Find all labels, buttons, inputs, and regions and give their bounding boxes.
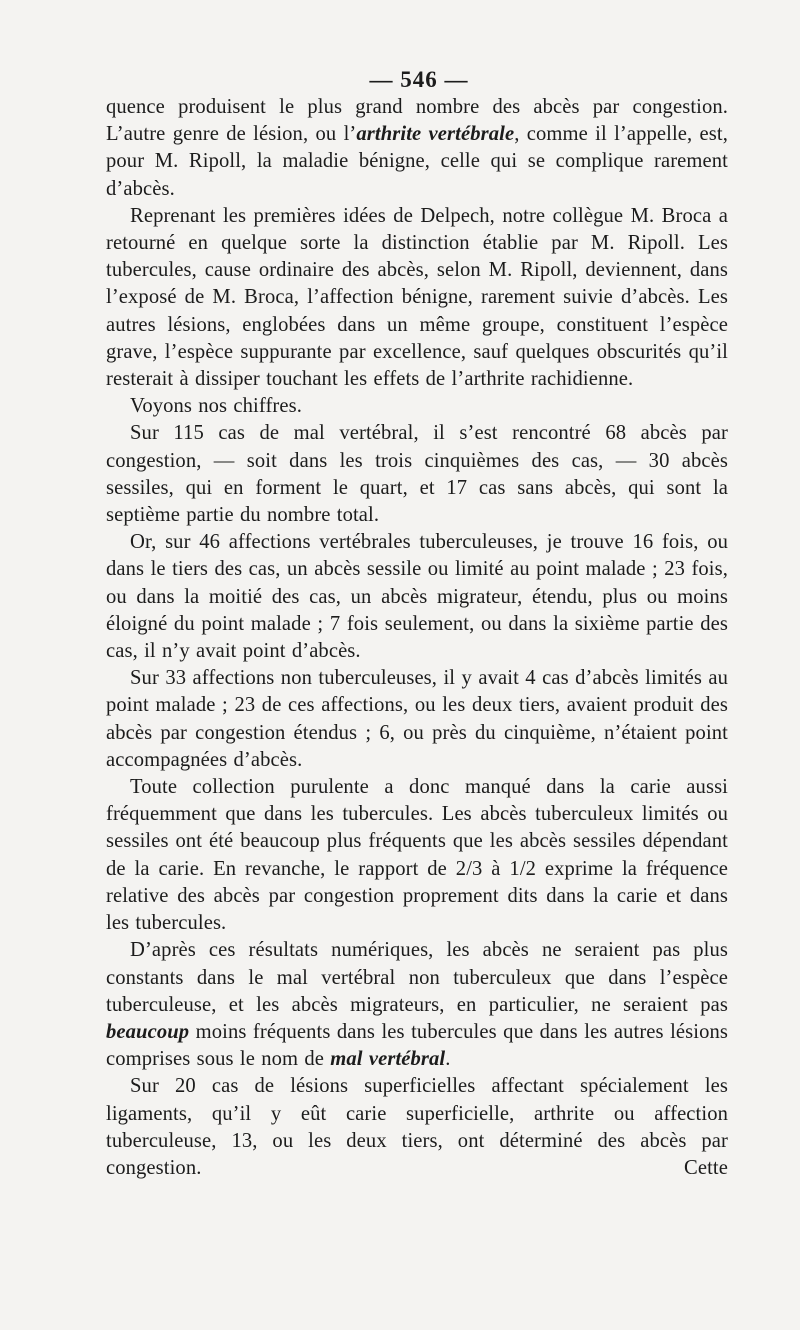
text-run: . <box>445 1048 451 1071</box>
text-run: Reprenant les premières idées de Delpech, notre collègue M. Broca a retourné en quelque sorte la distinction établie par M. Ripoll. Les tubercules, cause ordinaire des abcès, selon M. Ripoll, deviennent, dans l’exposé de M. Broca, l’affection bénigne, rarement suivie d’abcès. Les autres lésions, englobées dans un même groupe, constituent l’espèce grave, l’espèce suppurante par excellence, sauf quelques obscurités qu’il resterait à dissiper touchant les effets de l’arthrite rachidienne. <box>106 204 728 391</box>
text-run: Voyons nos chiffres. <box>130 395 302 418</box>
paragraph-7 <box>106 774 728 937</box>
emphasized-text: beaucoup <box>106 1020 190 1043</box>
paragraph-5 <box>106 529 728 665</box>
paragraph-4 <box>106 420 728 529</box>
text-run: , comme il l’appelle, est, pour M. Ripoll, la maladie bénigne, celle qui se complique rarement d’abcès. <box>106 123 728 200</box>
paragraph-1 <box>106 94 728 203</box>
emphasized-text: mal vertébral <box>330 1048 446 1071</box>
text-run: Sur 115 cas de mal vertébral, il s’est rencontré 68 abcès par congestion, — soit dans les trois cinquièmes des cas, — 30 abcès sessiles, qui en forment le quart, et 17 cas sans abcès, qui sont la septième partie du nombre total. <box>106 422 728 527</box>
text-run: Toute collection purulente a donc manqué dans la carie aussi fréquemment que dans les tubercules. Les abcès tuberculeux limités ou sessiles ont été beaucoup plus fréquents que les abcès sessiles dépendant de la carie. En revanche, le rapport de 2/3 à 1/2 exprime la fréquence relative des abcès par congestion proprement dits dans la carie et dans les tubercules. <box>106 776 728 935</box>
paragraph-8 <box>106 937 728 1073</box>
text-run: Or, sur 46 affections vertébrales tuberculeuses, je trouve 16 fois, ou dans le tiers des cas, un abcès sessile ou limité au point malade ; 23 fois, ou dans la moitié des cas, un abcès migrateur, étendu, plus ou moins éloigné du point malade ; 7 fois seulement, ou dans la sixième partie des cas, il n’y avait point d’abcès. <box>106 531 728 663</box>
text-run: Sur 20 cas de lésions superficielles affectant spécialement les ligaments, qu’il y eût carie superficielle, arthrite ou affection tuberculeuse, 13, ou les deux tiers, ont déterminé des abcès par congestion. Cette <box>106 1075 728 1179</box>
emphasized-text: arthrite vertébrale <box>356 123 515 146</box>
text-run: moins fréquents dans les tubercules que dans les autres lésions comprises sous le nom de <box>106 1020 728 1071</box>
paragraph-6 <box>106 665 728 774</box>
text-run: quence produisent le plus grand nombre des abcès par congestion. L’autre genre de lésion, ou l’ <box>106 96 728 146</box>
body-text <box>106 94 728 1182</box>
paragraph-2 <box>106 203 728 393</box>
text-run: Sur 33 affections non tuberculeuses, il y avait 4 cas d’abcès limités au point malade ; 23 de ces affections, ou les deux tiers, avaient produit des abcès par congestion étendus ; 6, ou près du cinquième, n’étaient point accompagnées d’abcès. <box>106 667 728 771</box>
paragraph-3 <box>106 393 728 420</box>
page-number: — 546 — <box>369 67 469 92</box>
text-run: D’après ces résultats numériques, les abcès ne seraient pas plus constants dans le mal vertébral non tuberculeux que dans l’espèce tuberculeuse, et les abcès migrateurs, en particulier, ne seraient pas <box>106 939 728 1016</box>
paragraph-9 <box>106 1073 728 1182</box>
